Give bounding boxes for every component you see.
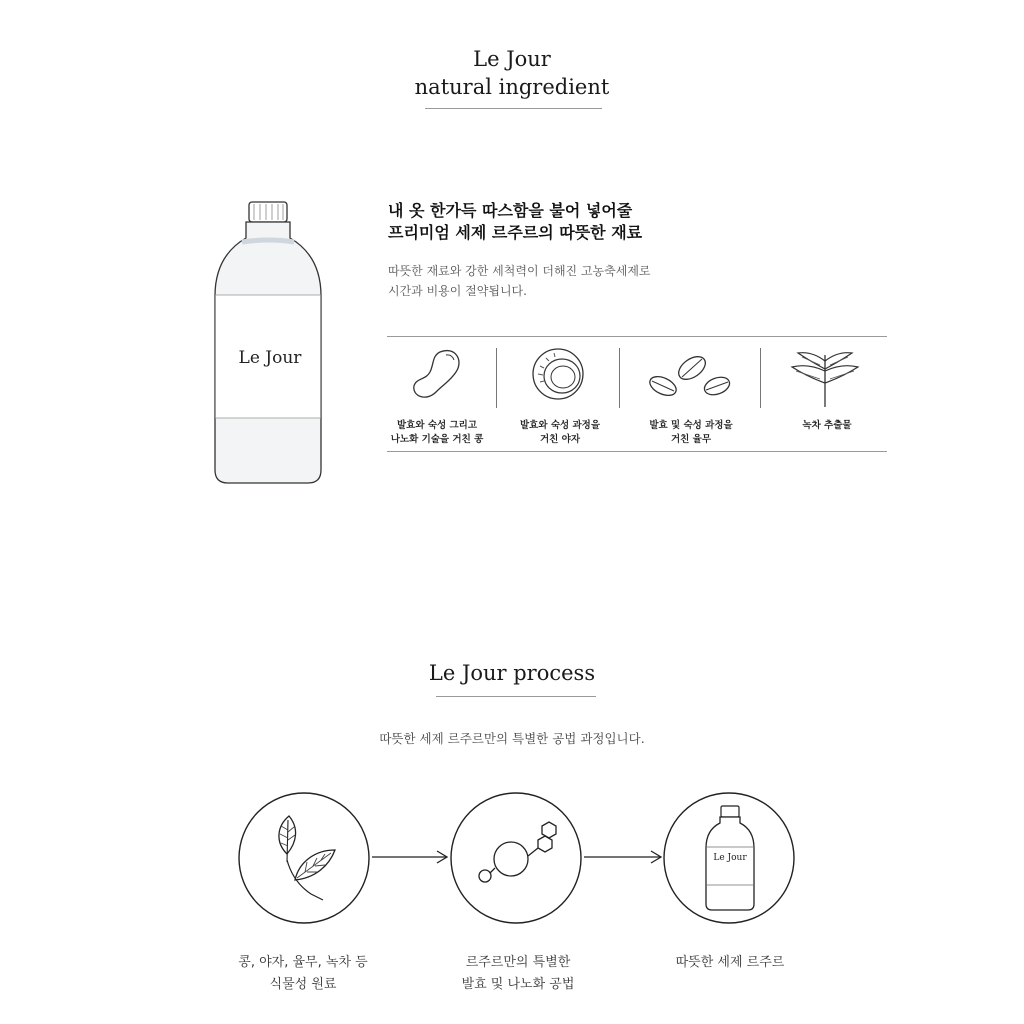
step-circle-raw-materials: [237, 792, 373, 928]
barley-icon: [646, 350, 736, 402]
step-label-product: [630, 952, 830, 974]
ingredient-label-line: 거친 율무: [670, 434, 711, 445]
ingredient-label-line: 발효와 숙성 그리고: [396, 420, 478, 431]
ingredient-label-line: 나노화 기술을 거친 콩: [390, 434, 484, 445]
title-underline: [425, 108, 602, 109]
headline-line1: 내 옷 한가득 따스함을 불어 넣어줄: [388, 201, 633, 220]
ingredient-label-coconut: [500, 419, 620, 447]
bean-icon: [410, 348, 466, 400]
ingredient-label-line: 발효와 숙성 과정을: [519, 420, 601, 431]
process-subtitle: 따뜻한 세제 르주르만의 특별한 공법 과정입니다.: [379, 731, 645, 746]
ingredient-label-green-tea: [767, 419, 887, 433]
step-label-line: 따뜻한 세제 르주르: [675, 955, 785, 970]
ingredient-label-bean: [377, 419, 497, 447]
section-title-brand: Le Jour: [473, 47, 551, 71]
small-bottle-label: Le Jour: [713, 853, 747, 863]
step-label-fermentation: [418, 952, 618, 996]
ingredient-label-line: 발효 및 숙성 과정을: [649, 420, 733, 431]
headline-line2: 프리미엄 세제 르주르의 따뜻한 재료: [388, 223, 643, 242]
ingredients-bottom-rule: [387, 451, 887, 452]
ingredient-divider: [760, 348, 761, 408]
bottle-label: Le Jour: [238, 348, 302, 368]
ingredients-top-rule: [387, 336, 887, 337]
ingredient-label-barley: [631, 419, 751, 447]
ingredient-divider: [619, 348, 620, 408]
ingredient-label-line: 녹차 추출물: [802, 420, 852, 431]
process-title-underline: [436, 696, 596, 697]
step-label-line: 르주르만의 특별한: [465, 955, 571, 970]
green-tea-icon: [790, 347, 860, 409]
step-label-raw-materials: [203, 952, 403, 996]
step-label-line: 콩, 야자, 율무, 녹차 등: [238, 955, 368, 970]
description-line2: 시간과 비용이 절약됩니다.: [388, 284, 527, 298]
section-title-ingredient: natural ingredient: [414, 75, 610, 99]
detergent-bottle-image: [210, 198, 330, 488]
ingredient-divider: [496, 348, 497, 408]
step-circle-fermentation: [449, 792, 585, 928]
description-line1: 따뜻한 재료와 강한 세척력이 더해진 고농축세제로: [388, 264, 651, 278]
ingredient-label-line: 거친 야자: [539, 434, 580, 445]
coconut-icon: [528, 346, 590, 402]
step-label-line: 식물성 원료: [269, 977, 337, 992]
step-label-line: 발효 및 나노화 공법: [461, 977, 575, 992]
process-title: Le Jour process: [428, 661, 596, 685]
